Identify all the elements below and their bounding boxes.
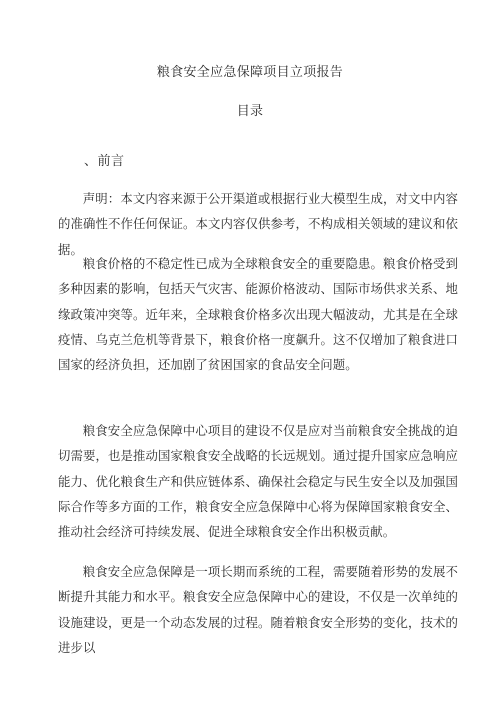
toc-heading: 目录 [236, 104, 264, 119]
paragraph-long-term: 粮食安全应急保障是一项长期而系统的工程，需要随着形势的发展不断提升其能力和水平。粮食安全应急保障中心的建设，不仅是一次单纯的设施建设，更是一个动态发展的过程。随着粮食安全形势的变化，技术的进步以 [58, 564, 458, 655]
paragraph-project-significance: 粮食安全应急保障中心项目的建设不仅是应对当前粮食安全挑战的迫切需要，也是推动国家粮食安全战略的长远规划。通过提升国家应急响应能力、优化粮食生产和供应链体系、确保社会稳定与民生安全以及加强国际合作等多方面的工作，粮食安全应急保障中心将为保障国家粮食安全、推动社会经济可持续发展、促进全球粮食安全作出积极贡献。 [58, 423, 458, 540]
document-title: 粮食安全应急保障项目立项报告 [156, 65, 344, 80]
paragraph-grain-price: 粮食价格的不稳定性已成为全球粮食安全的重要隐患。粮食价格受到多种因素的影响，包括天气灾害、能源价格波动、国际市场供求关系、地缘政策冲突等。近年来，全球粮食价格多次出现大幅波动，尤其是在全球疫情、乌克兰危机等背景下，粮食价格一度飙升。这不仅增加了粮食进口国家的经济负担，还加剧了贫困国家的食品安全问题。 [58, 256, 458, 373]
section-heading-preface: 、前言 [84, 154, 125, 169]
paragraph-disclaimer: 声明：本文内容来源于公开渠道或根据行业大模型生成，对文中内容的准确性不作任何保证。本文内容仅供参考，不构成相关领域的建议和依据。 [58, 191, 458, 257]
